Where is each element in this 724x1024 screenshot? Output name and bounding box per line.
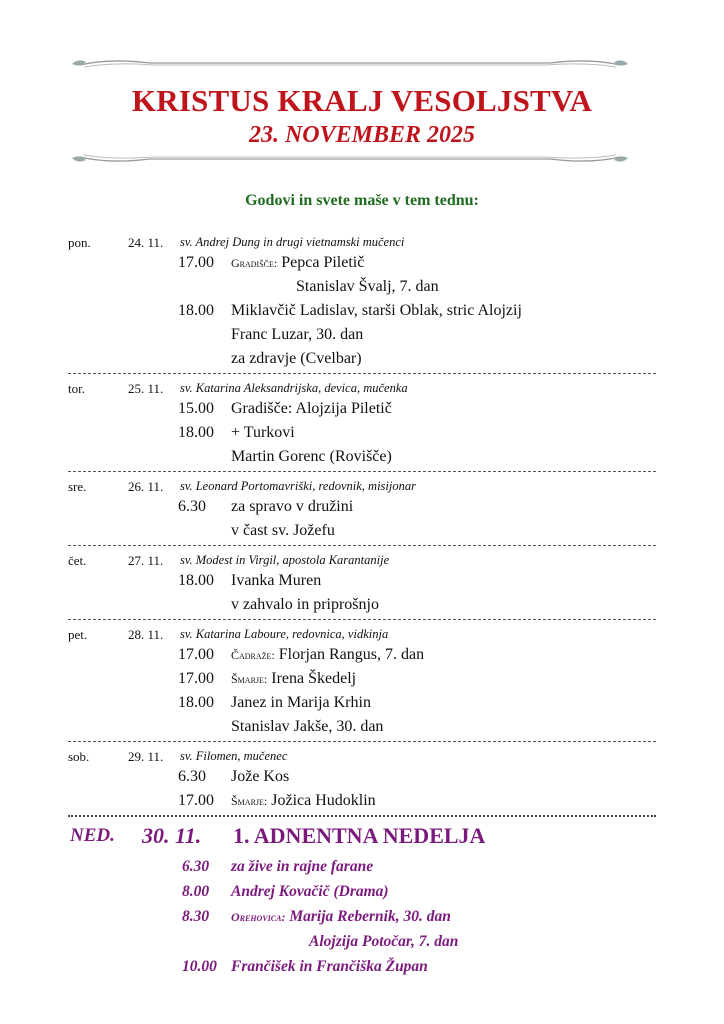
mass-time: 17.00: [178, 792, 214, 809]
mass-location: Šmarje:: [231, 794, 268, 808]
mass-intention-text: Stanislav Švalj, 7. dan: [296, 278, 439, 295]
day-header: [68, 475, 656, 495]
mass-intention: [231, 596, 379, 614]
mass-intention-text: Jožica Hudoklin: [271, 792, 376, 809]
mass-intention: [231, 908, 451, 926]
day-block: [68, 374, 656, 472]
mass-intention: [231, 670, 356, 688]
sunday-mass-row: [68, 880, 656, 905]
sunday-mass-row: [68, 855, 656, 880]
day-header: [68, 231, 656, 251]
mass-row: [68, 251, 656, 275]
page-date: 23. NOVEMBER 2025: [248, 122, 476, 148]
mass-intention: [231, 498, 353, 516]
mass-intention: [231, 400, 392, 418]
mass-location: Orehovica:: [231, 910, 286, 924]
sunday-mass-row: [68, 955, 656, 980]
mass-intention-text: Marija Rebernik, 30. dan: [289, 908, 451, 925]
day-block: [68, 546, 656, 620]
mass-row: [68, 593, 656, 617]
mass-intention-text: Pepca Piletič: [281, 254, 365, 271]
saint-of-day: sv. Leonard Portomavriški, redovnik, misijonar: [180, 479, 416, 493]
mass-intention-text: Andrej Kovačič (Drama): [231, 883, 389, 900]
mass-intention-text: Franc Luzar, 30. dan: [231, 326, 364, 343]
sunday-header: [68, 819, 656, 855]
mass-intention: [296, 278, 439, 296]
mass-intention-text: za zdravje (Cvelbar): [231, 350, 362, 367]
mass-intention-text: Gradišče: Alojzija Piletič: [231, 400, 392, 417]
mass-time: 10.00: [182, 958, 217, 975]
mass-row: [68, 691, 656, 715]
day-date: 29. 11.: [128, 749, 164, 764]
mass-intention: [231, 326, 363, 344]
mass-intention-text: Stanislav Jakše, 30. dan: [231, 718, 384, 735]
mass-time: 18.00: [178, 424, 214, 441]
day-block: [68, 228, 656, 374]
mass-location: Gradišče:: [231, 256, 278, 270]
mass-intention-text: za spravo v družini: [231, 498, 354, 515]
mass-intention: [231, 883, 389, 901]
sunday-day-name: NED.: [70, 825, 115, 846]
day-header: [68, 623, 656, 643]
mass-intention-text: Florjan Rangus, 7. dan: [278, 646, 425, 663]
mass-intention: [231, 958, 428, 976]
saint-of-day: sv. Katarina Laboure, redovnica, vidkinja: [180, 627, 389, 641]
mass-intention-text: Martin Gorenc (Rovišče): [231, 448, 392, 465]
saint-of-day: sv. Andrej Dung in drugi vietnamski mučenci: [180, 235, 405, 249]
day-name: sob.: [68, 749, 90, 764]
saint-of-day: sv. Modest in Virgil, apostola Karantanije: [180, 553, 390, 567]
mass-intention-text: Ivanka Muren: [231, 572, 322, 589]
weekly-schedule: [68, 228, 656, 980]
mass-row: [68, 445, 656, 469]
day-date: 25. 11.: [128, 381, 164, 396]
mass-intention: [231, 646, 424, 664]
mass-time: 18.00: [178, 694, 214, 711]
mass-time: 8.00: [182, 883, 210, 900]
mass-row: [68, 347, 656, 371]
mass-location: Šmarje:: [231, 672, 268, 686]
mass-row: [68, 299, 656, 323]
mass-intention-text: Jože Kos: [231, 768, 290, 785]
mass-intention: [231, 718, 383, 736]
mass-time: 18.00: [178, 302, 214, 319]
mass-intention-text: Alojzija Potočar, 7. dan: [309, 933, 459, 950]
sunday-block: [68, 819, 656, 980]
mass-location: Čadraže:: [231, 648, 275, 662]
sunday-feast: 1. ADNENTNA NEDELJA: [233, 823, 486, 848]
mass-time: 17.00: [178, 670, 214, 687]
mass-intention: [309, 933, 458, 951]
day-name: tor.: [68, 381, 85, 396]
mass-row: [68, 495, 656, 519]
day-header: [68, 745, 656, 765]
mass-intention-text: + Turkovi: [231, 424, 295, 441]
day-name: pet.: [68, 627, 88, 642]
mass-intention-text: Janez in Marija Krhin: [231, 694, 371, 711]
section-subtitle: Godovi in svete maše v tem tednu:: [245, 192, 479, 209]
mass-time: 18.00: [178, 572, 214, 589]
mass-intention: [231, 792, 376, 810]
mass-intention: [231, 254, 364, 272]
mass-row: [68, 519, 656, 543]
day-date: 28. 11.: [128, 627, 164, 642]
mass-intention-text: Miklavčič Ladislav, starši Oblak, stric Alojzij: [231, 302, 522, 319]
saint-of-day: sv. Katarina Aleksandrijska, devica, mučenka: [180, 381, 408, 395]
mass-time: 6.30: [178, 768, 206, 785]
mass-time: 15.00: [178, 400, 214, 417]
mass-intention: [231, 350, 362, 368]
mass-time: 17.00: [178, 646, 214, 663]
mass-intention: [231, 572, 321, 590]
sunday-date: 30. 11.: [142, 823, 202, 848]
mass-row: [68, 765, 656, 789]
mass-row: [68, 397, 656, 421]
mass-intention: [231, 424, 295, 442]
day-block: [68, 472, 656, 546]
mass-time: 6.30: [182, 858, 210, 875]
day-date: 27. 11.: [128, 553, 164, 568]
mass-intention-text: za žive in rajne farane: [231, 858, 374, 875]
day-name: pon.: [68, 235, 91, 250]
day-header: [68, 377, 656, 397]
mass-intention: [231, 694, 371, 712]
mass-row: [68, 421, 656, 445]
mass-intention-text: v čast sv. Jožefu: [231, 522, 335, 539]
mass-row: [68, 323, 656, 347]
mass-time: 17.00: [178, 254, 214, 271]
mass-row: [68, 569, 656, 593]
mass-intention: [231, 768, 289, 786]
mass-intention-text: Frančišek in Frančiška Župan: [231, 958, 428, 975]
mass-time: 6.30: [178, 498, 206, 515]
page-title: KRISTUS KRALJ VESOLJSTVA: [131, 83, 593, 118]
mass-intention: [231, 522, 335, 540]
day-name: sre.: [68, 479, 87, 494]
top-ornament-divider: [70, 56, 630, 72]
day-name: čet.: [68, 553, 87, 568]
saint-of-day: sv. Filomen, mučenec: [180, 749, 288, 763]
mass-row: [68, 715, 656, 739]
day-block: [68, 742, 656, 817]
mass-intention: [231, 302, 522, 320]
day-block: [68, 620, 656, 742]
mass-row: [68, 643, 656, 667]
sunday-mass-row: [68, 930, 656, 955]
day-date: 24. 11.: [128, 235, 164, 250]
mass-intention-text: v zahvalo in priprošnjo: [231, 596, 379, 613]
day-date: 26. 11.: [128, 479, 164, 494]
mass-row: [68, 275, 656, 299]
mass-intention: [231, 448, 392, 466]
mass-intention: [231, 858, 373, 876]
mass-row: [68, 789, 656, 813]
mass-time: 8.30: [182, 908, 210, 925]
sunday-mass-row: [68, 905, 656, 930]
bottom-ornament-divider: [70, 150, 630, 166]
mass-row: [68, 667, 656, 691]
mass-intention-text: Irena Škedelj: [271, 670, 357, 687]
day-header: [68, 549, 656, 569]
